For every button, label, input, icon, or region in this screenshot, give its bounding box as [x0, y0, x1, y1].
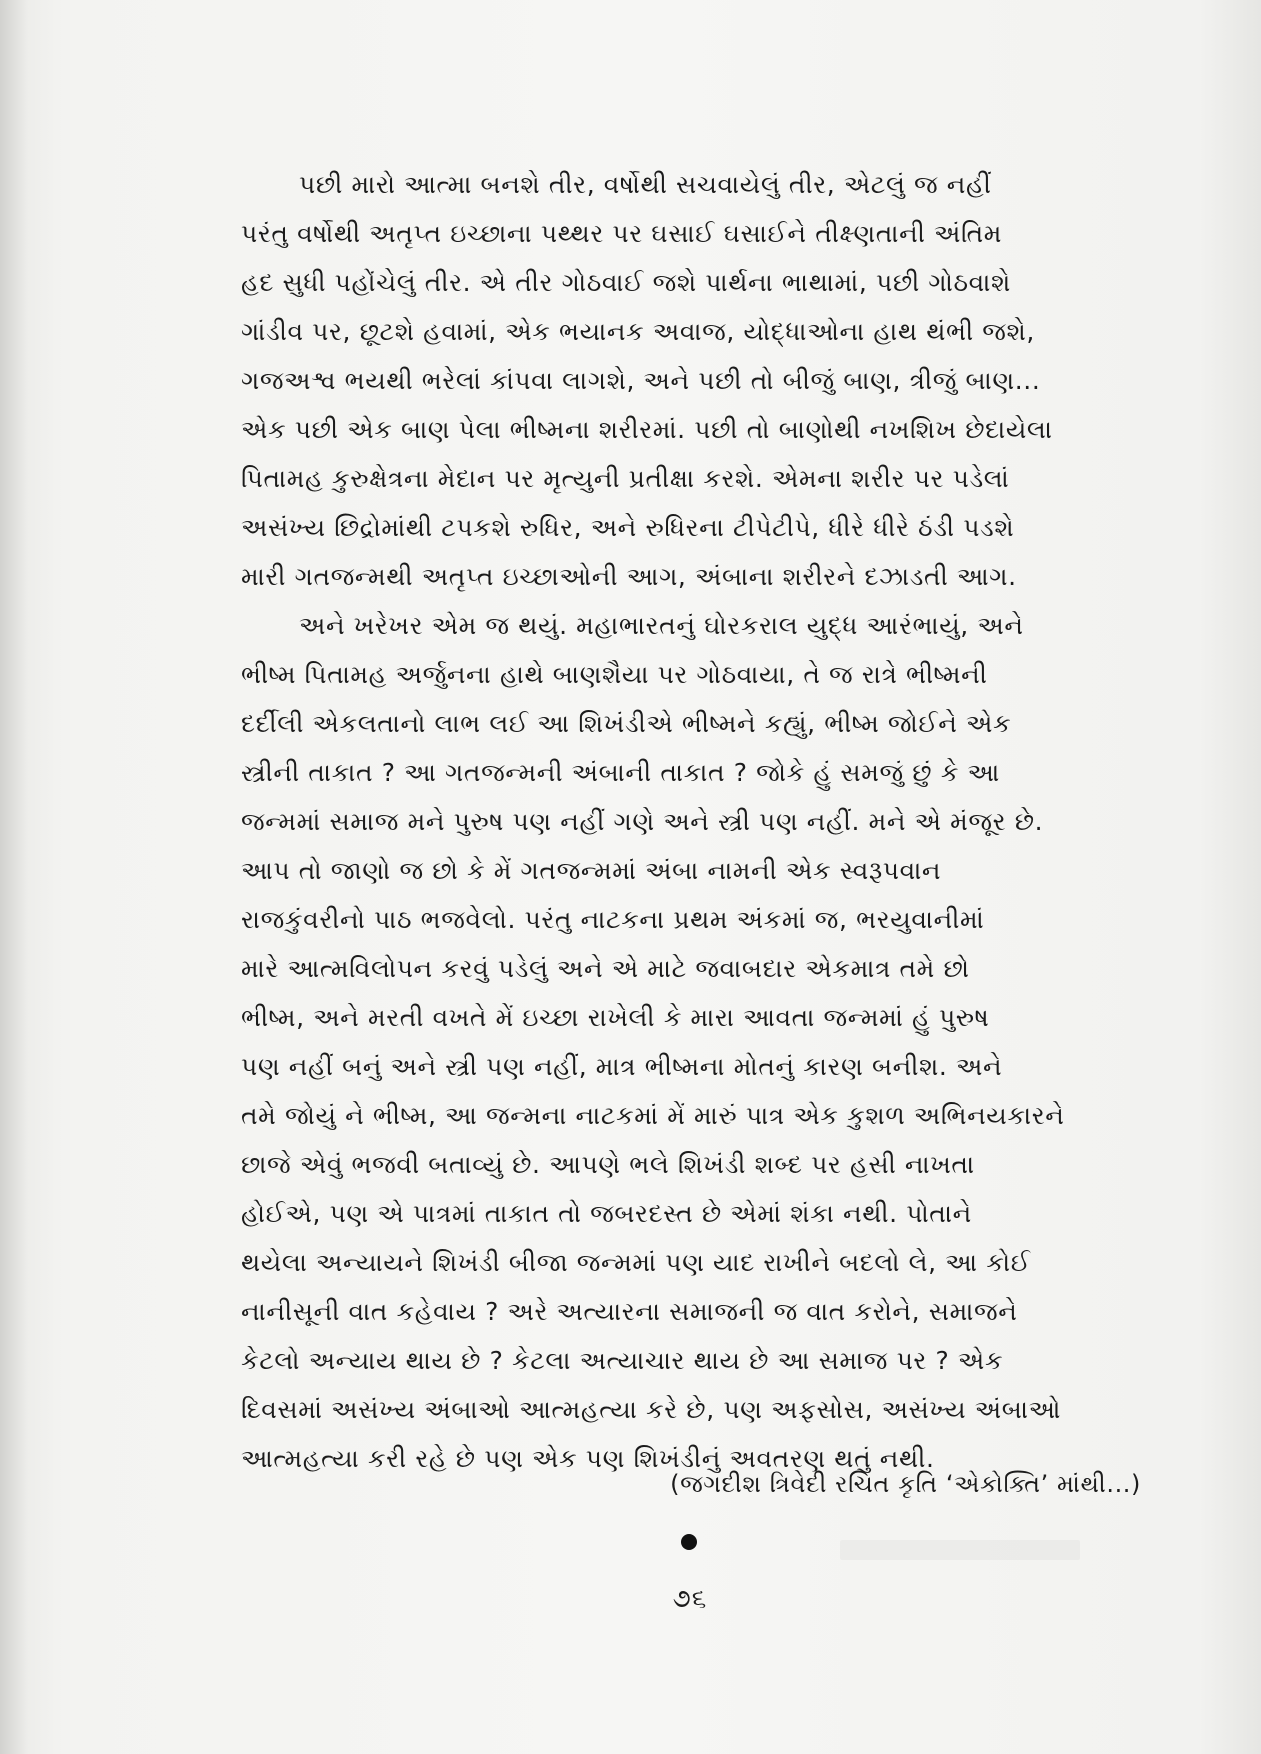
paragraph-line: નાનીસૂની વાત કહેવાય ? અરે અત્યારના સમાજની જ વાત કરોને, સમાજને: [241, 1297, 1018, 1326]
paragraph-line: છાજે એવું ભજવી બતાવ્યું છે. આપણે ભલે શિખંડી શબ્દ પર હસી નાખતા: [241, 1150, 975, 1179]
paragraph-line: અને ખરેખર એમ જ થયું. મહાભારતનું ઘોરકરાલ યુદ્ધ આરંભાયું, અને: [299, 611, 1024, 640]
paragraph-line: સ્ત્રીની તાકાત ? આ ગતજન્મની અંબાની તાકાત ? જોકે હું સમજું છું કે આ: [241, 758, 1000, 787]
paragraph-line: આપ તો જાણો જ છો કે મેં ગતજન્મમાં અંબા નામની એક સ્વરૂપવાન: [241, 856, 942, 885]
paragraph-line: ગાંડીવ પર, છૂટશે હવામાં, એક ભયાનક અવાજ, યોદ્ધાઓના હાથ થંભી જશે,: [241, 317, 1035, 346]
spine-shadow: [0, 0, 28, 1754]
paragraph-line: રાજકુંવરીનો પાઠ ભજવેલો. પરંતુ નાટકના પ્રથમ અંકમાં જ, ભરયુવાનીમાં: [241, 905, 985, 934]
body-text: [241, 160, 1141, 1483]
paragraph-line: ભીષ્મ પિતામહ અર્જુનના હાથે બાણશૈયા પર ગોઠવાયા, તે જ રાત્રે ભીષ્મની: [241, 660, 988, 689]
paragraph-line: પછી મારો આત્મા બનશે તીર, વર્ષોથી સચવાયેલું તીર, એટલું જ નહીં: [299, 170, 992, 199]
paragraph-line: હોઈએ, પણ એ પાત્રમાં તાકાત તો જબરદસ્ત છે એમાં શંકા નથી. પોતાને: [241, 1199, 972, 1228]
page-number: ૭૬: [672, 1584, 708, 1614]
paragraph-line: પણ નહીં બનું અને સ્ત્રી પણ નહીં, માત્ર ભીષ્મના મોતનું કારણ બનીશ. અને: [241, 1052, 1003, 1081]
paragraph-line: પરંતુ વર્ષોથી અતૃપ્ત ઇચ્છાના પથ્થર પર ઘસાઈ ઘસાઈને તીક્ષ્ણતાની અંતિમ: [241, 219, 1003, 248]
paragraph-line: પિતામહ કુરુક્ષેત્રના મેદાન પર મૃત્યુની પ્રતીક્ષા કરશે. એમના શરીર પર પડેલાં: [241, 464, 1010, 493]
source-attribution: (જગદીશ ત્રિવેદી રચિત કૃતિ ‘એકોક્તિ’ માંથી...): [670, 1470, 1141, 1498]
paragraph-line: થયેલા અન્યાયને શિખંડી બીજા જન્મમાં પણ યાદ રાખીને બદલો લે, આ કોઈ: [241, 1248, 1031, 1277]
paragraph-line: આત્મહત્યા કરી રહે છે પણ એક પણ શિખંડીનું અવતરણ થતું નથી.: [241, 1444, 935, 1473]
paragraph-line: તમે જોયું ને ભીષ્મ, આ જન્મના નાટકમાં મેં મારું પાત્ર એક કુશળ અભિનયકારને: [241, 1101, 1065, 1130]
paragraph-line: કેટલો અન્યાય થાય છે ? કેટલા અત્યાચાર થાય છે આ સમાજ પર ? એક: [241, 1346, 1004, 1375]
paragraph-line: દિવસમાં અસંખ્ય અંબાઓ આત્મહત્યા કરે છે, પણ અફસોસ, અસંખ્ય અંબાઓ: [241, 1395, 1061, 1424]
paragraph-line: દર્દીલી એકલતાનો લાભ લઈ આ શિખંડીએ ભીષ્મને કહ્યું, ભીષ્મ જોઈને એક: [241, 709, 1012, 738]
paragraph-line: ગજઅશ્વ ભયથી ભરેલાં કાંપવા લાગશે, અને પછી તો બીજું બાણ, ત્રીજું બાણ...: [241, 366, 1041, 395]
paragraph-line: અસંખ્ય છિદ્રોમાંથી ટપકશે રુધિર, અને રુધિરના ટીપેટીપે, ધીરે ધીરે ઠંડી પડશે: [241, 513, 1015, 542]
paragraph-line: ભીષ્મ, અને મરતી વખતે મેં ઇચ્છા રાખેલી કે મારા આવતા જન્મમાં હું પુરુષ: [241, 1003, 990, 1032]
paragraph-line: હદ સુધી પહોંચેલું તીર. એ તીર ગોઠવાઈ જશે પાર્થના ભાથામાં, પછી ગોઠવાશે: [241, 268, 1011, 297]
section-end-bullet: [681, 1534, 697, 1550]
bleed-through-shadow: [840, 1540, 1080, 1560]
paragraph-line: મારે આત્મવિલોપન કરવું પડેલું અને એ માટે જવાબદાર એકમાત્ર તમે છો: [241, 954, 970, 983]
paragraph-line: એક પછી એક બાણ પેલા ભીષ્મના શરીરમાં. પછી તો બાણોથી નખશિખ છેદાયેલા: [241, 415, 1053, 444]
paragraph-line: જન્મમાં સમાજ મને પુરુષ પણ નહીં ગણે અને સ્ત્રી પણ નહીં. મને એ મંજૂર છે.: [241, 807, 1044, 836]
paragraph-line: મારી ગતજન્મથી અતૃપ્ત ઇચ્છાઓની આગ, અંબાના શરીરને દઝાડતી આગ.: [241, 562, 1017, 591]
